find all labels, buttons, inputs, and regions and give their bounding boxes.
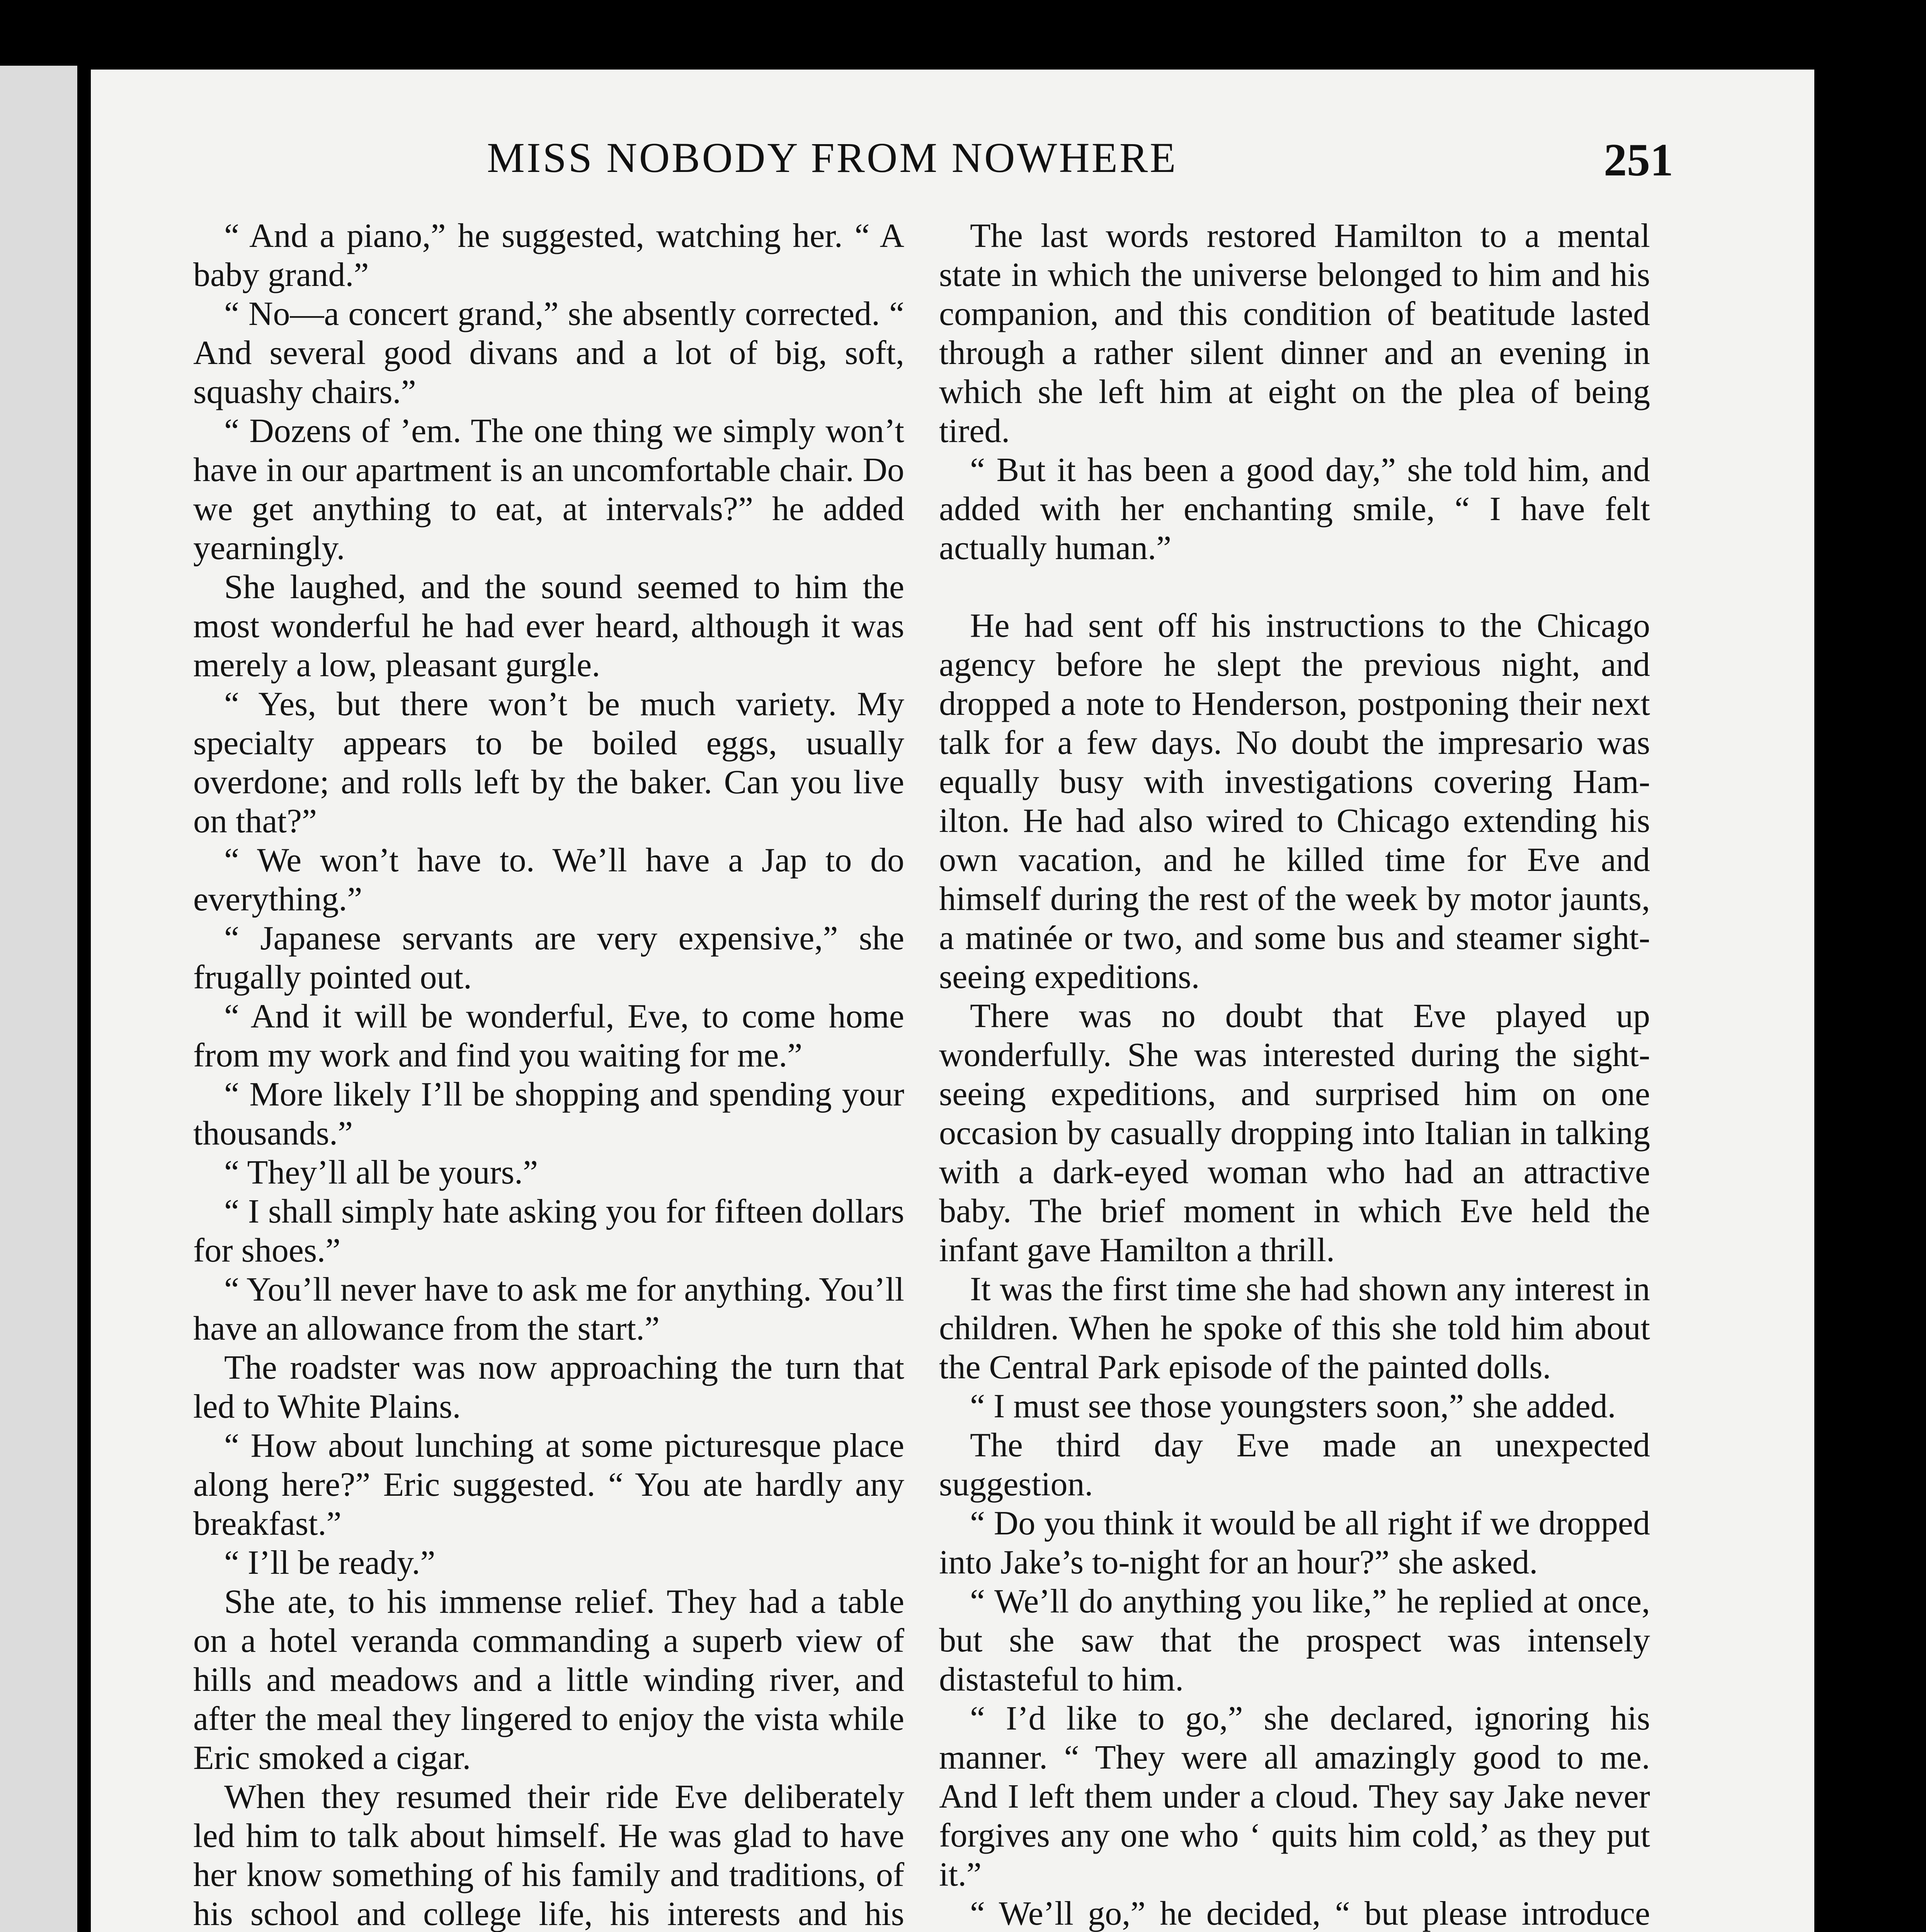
paragraph: “ More likely I’ll be shopping and spending your thousands.” — [193, 1076, 904, 1152]
paragraph: “ I’d like to go,” she declared, ignoring his manner. “ They were all amazingly good to me. And I left them under a cloud. They say Jake never forgives any one who ‘ quits him cold,’ as they put it.” — [939, 1700, 1650, 1893]
paragraph: There was no doubt that Eve played up wonderfully. She was interested during the sight-seeing expeditions, and surprised him on one occasion by casually dropping into Italian in talking with a dark-eyed woman who had an attractive baby. The brief moment in which Eve held the infant gave Hamilton a thrill. — [939, 997, 1650, 1269]
paragraph: “ But it has been a good day,” she told him, and added with her enchanting smile, “ I have felt actually human.” — [939, 451, 1650, 567]
paragraph: “ How about lunching at some picturesque place along here?” Eric suggested. “ You ate hardly any breakfast.” — [193, 1427, 904, 1543]
paragraph: “ I shall simply hate asking you for fifteen dollars for shoes.” — [193, 1193, 904, 1269]
paragraph: “ We won’t have to. We’ll have a Jap to do everything.” — [193, 842, 904, 918]
paragraph: “ And it will be wonderful, Eve, to come home from my work and find you waiting for me.” — [193, 998, 904, 1074]
paragraph: It was the first time she had shown any interest in children. When he spoke of this she told him about the Central Park episode of the painted dolls. — [939, 1270, 1650, 1386]
right-text-column — [939, 216, 1650, 1932]
paragraph: “ They’ll all be yours.” — [224, 1154, 538, 1191]
paragraph: “ And a piano,” he suggested, watching her. “ A baby grand.” — [193, 217, 904, 294]
paragraph: When they resumed their ride Eve deliberately led him to talk about himself. He was glad to have her know something of his family and traditions, of his school and college life, his interests and his — [193, 1778, 904, 1932]
facing-page-edge — [0, 66, 77, 1932]
paragraph: “ I’ll be ready.” — [224, 1544, 436, 1582]
paragraph: The third day Eve made an unexpected suggestion. — [939, 1427, 1650, 1503]
paragraph: The roadster was now approaching the turn that led to White Plains. — [193, 1349, 904, 1425]
paragraph: The last words restored Hamilton to a mental state in which the universe belonged to him and his companion, and this condition of beatitude lasted through a rather silent dinner and an evening in which she left him at eight on the plea of being tired. — [939, 217, 1650, 450]
paragraph: She ate, to his immense relief. They had a table on a hotel veranda commanding a superb view of hills and meadows and a little winding river, and after the meal they lingered to enjoy the vista while Eric smoked a cigar. — [193, 1583, 904, 1777]
left-text-column — [193, 216, 904, 1932]
paragraph: “ Do you think it would be all right if we dropped into Jake’s to-night for an hour?” she asked. — [939, 1505, 1650, 1581]
paragraph: She laughed, and the sound seemed to him the most wonderful he had ever heard, although it was merely a low, pleasant gurgle. — [193, 568, 904, 684]
page-number: 251 — [1604, 134, 1673, 185]
paragraph: “ You’ll never have to ask me for anything. You’ll have an allowance from the start.” — [193, 1271, 904, 1347]
paragraph: “ I must see those youngsters soon,” she added. — [970, 1388, 1616, 1425]
running-title: MISS NOBODY FROM NOWHERE — [487, 134, 1178, 181]
paragraph: “ We’ll go,” he decided, “ but please introduce — [970, 1895, 1650, 1932]
section-break-paragraph: He had sent off his instructions to the Chicago agency before he slept the previous night, and dropped a note to Henderson, postponing their next talk for a few days. No doubt the impresario was equally busy with investigations covering Hamilton. He had also wired to Chicago extending his own vacation, and he killed time for Eve and himself during the rest of the week by motor jaunts, a matinée or two, and some bus and steamer sight-seeing expeditions. — [939, 607, 1650, 996]
paragraph: “ Dozens of ’em. The one thing we simply won’t have in our apartment is an uncomfortable chair. Do we get anything to eat, at intervals?” he added yearningly. — [193, 412, 904, 567]
paragraph: “ We’ll do anything you like,” he replied at once, but she saw that the prospect was intensely distasteful to him. — [939, 1583, 1650, 1698]
paragraph: “ No—a concert grand,” she absently corrected. “ And several good divans and a lot of big, soft, squashy chairs.” — [193, 295, 904, 411]
paragraph: “ Yes, but there won’t be much variety. My specialty appears to be boiled eggs, usually overdone; and rolls left by the baker. Can you live on that?” — [193, 685, 904, 840]
paragraph: “ Japanese servants are very expensive,” she frugally pointed out. — [193, 920, 904, 996]
